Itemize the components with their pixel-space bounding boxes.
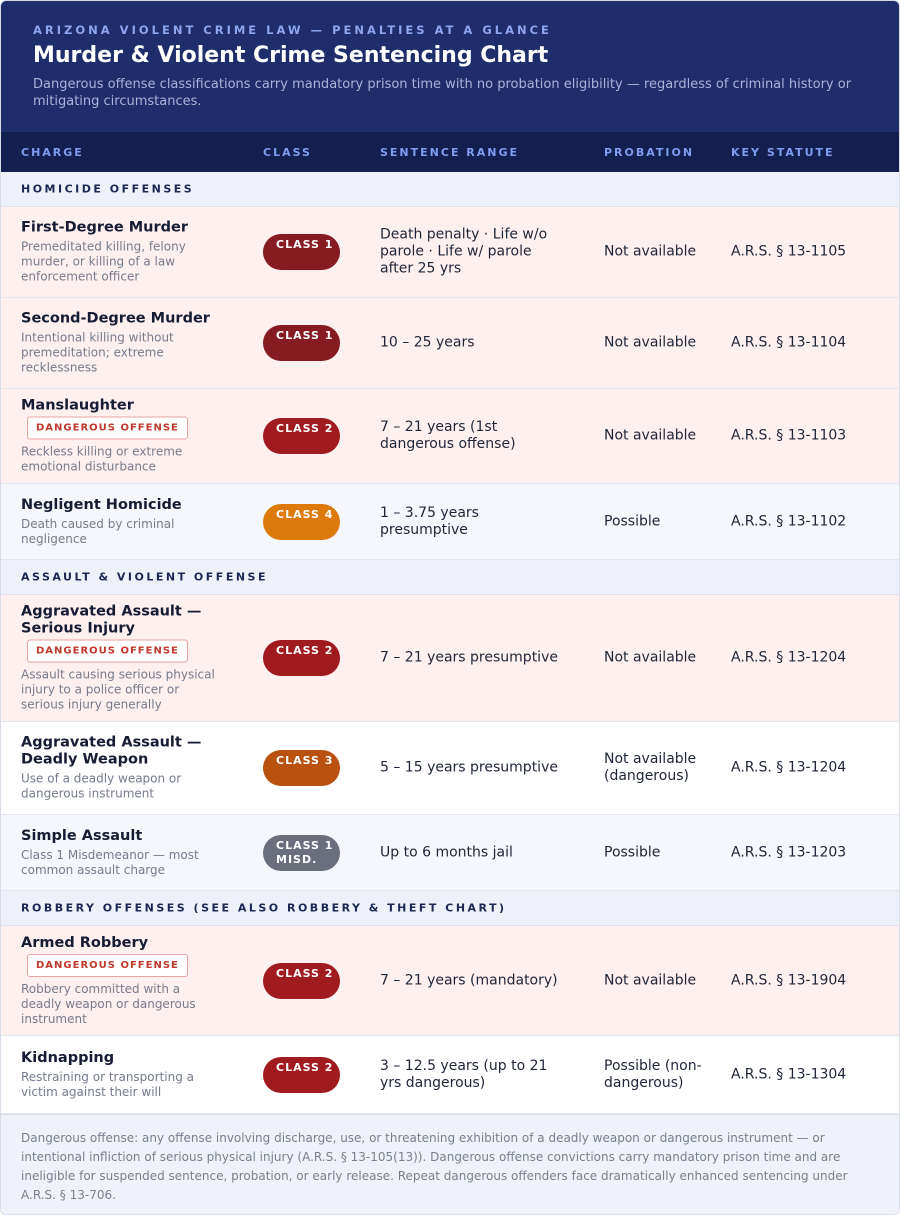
key-statute: A.R.S. § 13-1104 xyxy=(731,334,847,351)
page-title: Murder & Violent Crime Sentencing Chart xyxy=(33,43,549,68)
charge-name-text: Armed Robbery xyxy=(21,934,149,951)
key-statute: A.R.S. § 13-1204 xyxy=(731,759,847,776)
charge-name-text: Second-Degree Murder xyxy=(21,310,210,327)
charge-cell xyxy=(21,735,221,802)
charge-description: Robbery committed with a deadly weapon or dangerous instrument xyxy=(21,981,196,1026)
class-badge: CLASS 4 xyxy=(263,504,340,540)
class-cell xyxy=(263,963,340,999)
class-cell xyxy=(263,640,340,676)
probation-status: Not available xyxy=(604,972,697,988)
charge-description: Premeditated killing, felony murder, or killing of a law enforcement officer xyxy=(21,239,186,284)
probation-status: Possible xyxy=(604,844,661,860)
class-badge: CLASS 3 xyxy=(263,750,340,786)
table-row xyxy=(1,722,899,815)
table-row xyxy=(1,1036,899,1114)
section-label: ASSAULT & VIOLENT OFFENSE xyxy=(21,570,268,584)
class-cell xyxy=(263,835,340,871)
sentence-range: 7 – 21 years (1st dangerous offense) xyxy=(380,419,516,452)
header-subtitle: Dangerous offense classifications carry mandatory prison time with no probation eligibility — regardless of criminal history or mitigating circumstances. xyxy=(33,77,852,109)
charge-cell xyxy=(21,398,221,475)
charge-description: Use of a deadly weapon or dangerous instrument xyxy=(21,771,182,801)
sentence-range: Up to 6 months jail xyxy=(380,844,513,860)
column-header-statute: KEY STATUTE xyxy=(731,145,835,159)
key-statute: A.R.S. § 13-1203 xyxy=(731,844,847,860)
charge-name-text: Aggravated Assault — Deadly Weapon xyxy=(21,734,202,768)
sentence-range: 7 – 21 years (mandatory) xyxy=(380,972,558,988)
probation-status: Not available xyxy=(604,334,697,351)
charge-name-text: First-Degree Murder xyxy=(21,219,188,236)
key-statute: A.R.S. § 13-1103 xyxy=(731,427,847,444)
charge-cell xyxy=(21,220,221,285)
charge-cell xyxy=(21,935,221,1027)
charge-cell xyxy=(21,604,221,713)
charge-name xyxy=(21,220,221,237)
charge-description: Assault causing serious physical injury to a police officer or serious injury generally xyxy=(21,667,215,712)
header-eyebrow: ARIZONA VIOLENT CRIME LAW — PENALTIES AT A GLANCE xyxy=(33,23,552,37)
dangerous-offense-tag: DANGEROUS OFFENSE xyxy=(27,954,188,977)
charge-description: Death caused by criminal negligence xyxy=(21,516,175,546)
charge-name xyxy=(21,497,221,514)
column-header-probation: PROBATION xyxy=(604,145,695,159)
charge-name-text: Kidnapping xyxy=(21,1049,115,1066)
section-label: HOMICIDE OFFENSES xyxy=(21,182,195,196)
table-row xyxy=(1,926,899,1036)
sentence-range: Death penalty · Life w/o parole · Life w/ parole after 25 yrs xyxy=(380,226,548,277)
section-header xyxy=(1,891,899,926)
charge-description: Intentional killing without premeditation; extreme recklessness xyxy=(21,330,174,375)
class-badge: CLASS 2 xyxy=(263,963,340,999)
class-cell xyxy=(263,325,340,361)
charge-cell xyxy=(21,497,221,547)
footer-note xyxy=(1,1114,899,1215)
charge-name-text: Simple Assault xyxy=(21,827,143,844)
table-row xyxy=(1,389,899,484)
probation-status: Possible (non-dangerous) xyxy=(604,1057,702,1091)
dangerous-offense-tag: DANGEROUS OFFENSE xyxy=(27,640,188,663)
dangerous-offense-tag: DANGEROUS OFFENSE xyxy=(27,417,188,440)
charge-name-text: Negligent Homicide xyxy=(21,496,182,513)
key-statute: A.R.S. § 13-1204 xyxy=(731,649,847,666)
charge-description: Reckless killing or extreme emotional disturbance xyxy=(21,444,183,474)
sentence-range: 10 – 25 years xyxy=(380,334,475,351)
class-badge: CLASS 2 xyxy=(263,418,340,454)
column-header-class: CLASS xyxy=(263,145,312,159)
key-statute: A.R.S. § 13-1904 xyxy=(731,972,847,988)
probation-status: Not available xyxy=(604,649,697,666)
table-body xyxy=(1,172,899,1114)
charge-name xyxy=(21,398,221,415)
sentence-range: 3 – 12.5 years (up to 21 yrs dangerous) xyxy=(380,1057,548,1091)
sentence-range: 1 – 3.75 years presumptive xyxy=(380,504,479,538)
key-statute: A.R.S. § 13-1102 xyxy=(731,513,847,529)
chart-header xyxy=(1,1,899,132)
probation-status: Possible xyxy=(604,513,661,529)
probation-status: Not available xyxy=(604,243,697,260)
section-header xyxy=(1,172,899,207)
class-cell xyxy=(263,418,340,454)
footer-note-text: Dangerous offense: any offense involving discharge, use, or threatening exhibition of a deadly weapon or dangerous instrument — or intentional infliction of serious physical injury (A.R.S. § 13-105(13)). Dangerous offense convictions carry mandatory prison time and are ineligible for suspended sentence, probation, or early release. Repeat dangerous offenders face dramatically enhanced sentencing under A.R.S. § 13-706. xyxy=(21,1131,848,1202)
charge-name xyxy=(21,735,221,769)
table-row xyxy=(1,207,899,298)
table-row xyxy=(1,298,899,389)
table-row xyxy=(1,595,899,722)
class-badge: CLASS 2 xyxy=(263,640,340,676)
class-cell xyxy=(263,750,340,786)
key-statute: A.R.S. § 13-1105 xyxy=(731,243,847,260)
charge-name xyxy=(21,828,221,845)
class-badge: CLASS 1 xyxy=(263,234,340,270)
table-row xyxy=(1,484,899,560)
charge-description: Class 1 Misdemeanor — most common assault charge xyxy=(21,847,199,877)
column-header-charge: CHARGE xyxy=(21,145,84,159)
charge-name xyxy=(21,935,221,952)
class-badge: CLASS 1 xyxy=(263,325,340,361)
section-label: ROBBERY OFFENSES (SEE ALSO ROBBERY & THEFT CHART) xyxy=(21,901,507,915)
class-cell xyxy=(263,234,340,270)
charge-name-text: Aggravated Assault — Serious Injury xyxy=(21,603,202,637)
charge-cell xyxy=(21,1050,221,1100)
section-header xyxy=(1,560,899,595)
charge-cell xyxy=(21,311,221,376)
sentence-range: 7 – 21 years presumptive xyxy=(380,649,558,666)
column-header-sentence: SENTENCE RANGE xyxy=(380,145,520,159)
table-header xyxy=(1,132,899,172)
class-cell xyxy=(263,504,340,540)
charge-name-text: Manslaughter xyxy=(21,397,134,414)
table-row xyxy=(1,815,899,891)
charge-name xyxy=(21,311,221,328)
charge-cell xyxy=(21,828,221,878)
probation-status: Not available (dangerous) xyxy=(604,751,697,784)
sentence-range: 5 – 15 years presumptive xyxy=(380,759,558,776)
key-statute: A.R.S. § 13-1304 xyxy=(731,1066,847,1082)
charge-name xyxy=(21,604,221,638)
class-badge: CLASS 1 MISD. xyxy=(263,835,340,871)
charge-name xyxy=(21,1050,221,1067)
probation-status: Not available xyxy=(604,427,697,444)
class-cell xyxy=(263,1057,340,1093)
class-badge: CLASS 2 xyxy=(263,1057,340,1093)
charge-description: Restraining or transporting a victim against their will xyxy=(21,1069,194,1099)
